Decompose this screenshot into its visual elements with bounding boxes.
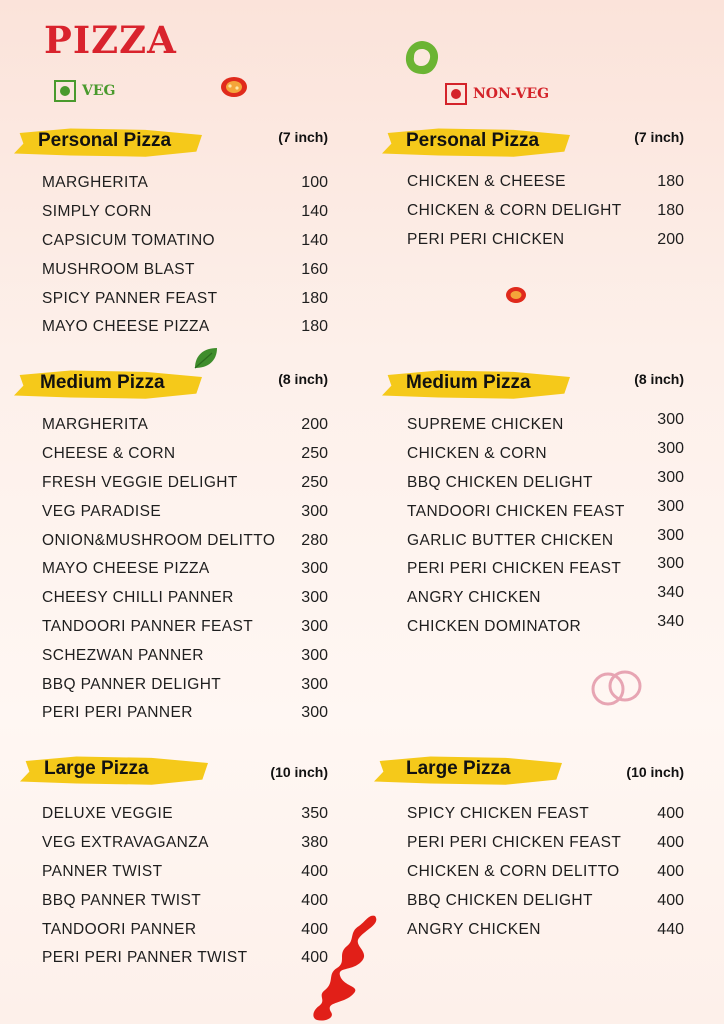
- menu-item: [42, 284, 328, 313]
- item-name: VEG PARADISE: [42, 502, 162, 520]
- item-name: TANDOORI PANNER: [42, 920, 197, 938]
- menu-item: [42, 255, 328, 284]
- veg-personal-section: [14, 126, 328, 342]
- section-header: [374, 754, 684, 788]
- veg-large-section: [20, 754, 328, 973]
- item-price: 340: [657, 612, 684, 630]
- menu-item: [42, 198, 328, 227]
- item-price: 400: [301, 891, 328, 909]
- menu-item: [407, 800, 684, 829]
- item-price: 160: [301, 260, 328, 278]
- item-price: 250: [301, 473, 328, 491]
- item-name: TANDOORI CHICKEN FEAST: [407, 502, 625, 520]
- item-name: CHICKEN DOMINATOR: [407, 617, 582, 635]
- nonveg-tag: [445, 83, 549, 105]
- item-price: 400: [301, 949, 328, 967]
- menu-list: [42, 411, 328, 728]
- section-header: [382, 126, 684, 160]
- veg-tag-label: VEG: [82, 83, 116, 99]
- item-name: BBQ PANNER TWIST: [42, 891, 202, 909]
- item-name: ONION&MUSHROOM DELITTO: [42, 531, 276, 549]
- section-title: Medium Pizza: [406, 372, 531, 393]
- item-name: MAYO CHEESE PIZZA: [42, 318, 210, 336]
- item-price: 300: [301, 589, 328, 607]
- item-name: PERI PERI PANNER TWIST: [42, 949, 248, 967]
- item-name: CHICKEN & CHEESE: [407, 173, 566, 191]
- item-price: 400: [657, 862, 684, 880]
- menu-item: [42, 313, 328, 342]
- menu-item: [42, 641, 328, 670]
- item-price: 180: [301, 289, 328, 307]
- section-title: Personal Pizza: [38, 130, 172, 151]
- item-price: 300: [301, 502, 328, 520]
- section-size: (7 inch): [278, 129, 328, 145]
- item-price: 300: [657, 411, 684, 429]
- item-price: 300: [657, 497, 684, 515]
- menu-item: [42, 497, 328, 526]
- item-name: ANGRY CHICKEN: [407, 589, 541, 607]
- item-price: 140: [301, 231, 328, 249]
- item-name: PERI PERI CHICKEN FEAST: [407, 560, 622, 578]
- item-price: 400: [657, 805, 684, 823]
- item-name: MUSHROOM BLAST: [42, 260, 195, 278]
- nonveg-medium-section: [382, 368, 684, 641]
- item-price: 300: [657, 468, 684, 486]
- menu-item: [407, 555, 684, 584]
- menu-item: [407, 168, 684, 197]
- item-price: 300: [657, 440, 684, 458]
- menu-item: [407, 226, 684, 255]
- menu-item: [407, 584, 684, 613]
- section-header: [20, 754, 328, 788]
- item-price: 300: [301, 560, 328, 578]
- section-header: [14, 368, 328, 402]
- menu-item: [42, 858, 328, 887]
- veg-tag: [54, 80, 116, 102]
- menu-item: [42, 227, 328, 256]
- item-price: 250: [301, 445, 328, 463]
- menu-item: [407, 469, 684, 498]
- menu-item: [407, 411, 684, 440]
- item-price: 200: [657, 230, 684, 248]
- menu-item: [42, 440, 328, 469]
- item-name: BBQ CHICKEN DELIGHT: [407, 473, 593, 491]
- item-name: CHICKEN & CORN DELITTO: [407, 862, 620, 880]
- item-price: 400: [301, 862, 328, 880]
- item-price: 400: [657, 834, 684, 852]
- item-name: CHICKEN & CORN DELIGHT: [407, 202, 622, 220]
- item-name: MARGHERITA: [42, 416, 149, 434]
- page-title: PIZZA: [44, 18, 177, 62]
- section-size: (10 inch): [270, 764, 328, 780]
- menu-item: [407, 440, 684, 469]
- nonveg-personal-section: [382, 126, 684, 254]
- section-header: [14, 126, 328, 160]
- item-price: 180: [657, 202, 684, 220]
- item-name: CHEESE & CORN: [42, 445, 176, 463]
- tomato-slice-icon: [505, 286, 527, 304]
- menu-item: [42, 800, 328, 829]
- nonveg-tag-label: NON-VEG: [473, 86, 550, 102]
- item-name: MARGHERITA: [42, 174, 149, 192]
- menu-item: [42, 699, 328, 728]
- item-name: ANGRY CHICKEN: [407, 920, 541, 938]
- item-price: 100: [301, 174, 328, 192]
- section-size: (7 inch): [634, 129, 684, 145]
- menu-item: [42, 469, 328, 498]
- menu-item: [407, 497, 684, 526]
- item-name: DELUXE VEGGIE: [42, 805, 173, 823]
- item-name: SPICY CHICKEN FEAST: [407, 805, 590, 823]
- item-price: 300: [657, 555, 684, 573]
- menu-item: [407, 613, 684, 642]
- item-name: SPICY PANNER FEAST: [42, 289, 218, 307]
- item-price: 300: [657, 526, 684, 544]
- item-name: PERI PERI CHICKEN: [407, 230, 565, 248]
- item-price: 180: [657, 173, 684, 191]
- menu-item: [42, 584, 328, 613]
- item-price: 440: [657, 920, 684, 938]
- item-price: 300: [301, 675, 328, 693]
- section-header: [382, 368, 684, 402]
- item-price: 400: [301, 920, 328, 938]
- menu-list: [42, 169, 328, 342]
- item-price: 300: [301, 646, 328, 664]
- section-title: Large Pizza: [406, 758, 511, 779]
- menu-item: [407, 915, 684, 944]
- menu-item: [407, 197, 684, 226]
- menu-list: [42, 800, 328, 973]
- menu-item: [42, 944, 328, 973]
- section-size: (10 inch): [626, 764, 684, 780]
- item-price: 200: [301, 416, 328, 434]
- item-price: 300: [301, 704, 328, 722]
- item-name: CHEESY CHILLI PANNER: [42, 589, 234, 607]
- item-name: PANNER TWIST: [42, 862, 163, 880]
- item-price: 350: [301, 805, 328, 823]
- menu-item: [42, 613, 328, 642]
- section-title: Large Pizza: [44, 758, 149, 779]
- nonveg-large-section: [374, 754, 684, 944]
- onion-ring-icon: [588, 668, 648, 708]
- item-price: 300: [301, 617, 328, 635]
- veg-medium-section: [14, 368, 328, 728]
- item-price: 180: [301, 318, 328, 336]
- menu-item: [407, 829, 684, 858]
- item-price: 380: [301, 834, 328, 852]
- item-name: BBQ PANNER DELIGHT: [42, 675, 222, 693]
- menu-item: [407, 526, 684, 555]
- item-price: 400: [657, 891, 684, 909]
- item-price: 280: [301, 531, 328, 549]
- menu-item: [42, 411, 328, 440]
- menu-item: [42, 169, 328, 198]
- menu-item: [407, 886, 684, 915]
- item-name: GARLIC BUTTER CHICKEN: [407, 531, 614, 549]
- item-name: PERI PERI PANNER: [42, 704, 193, 722]
- menu-list: [407, 800, 684, 944]
- tomato-slice-icon: [220, 75, 248, 99]
- menu-item: [42, 886, 328, 915]
- nonveg-symbol-icon: [445, 83, 467, 105]
- item-name: FRESH VEGGIE DELIGHT: [42, 473, 238, 491]
- section-title: Medium Pizza: [40, 372, 165, 393]
- menu-item: [407, 858, 684, 887]
- item-name: SIMPLY CORN: [42, 203, 152, 221]
- menu-list: [407, 411, 684, 641]
- item-name: VEG EXTRAVAGANZA: [42, 834, 209, 852]
- section-title: Personal Pizza: [406, 130, 540, 151]
- capsicum-ring-icon: [402, 38, 442, 78]
- menu-item: [42, 829, 328, 858]
- veg-symbol-icon: [54, 80, 76, 102]
- item-price: 340: [657, 584, 684, 602]
- section-size: (8 inch): [634, 371, 684, 387]
- item-name: MAYO CHEESE PIZZA: [42, 560, 210, 578]
- item-name: TANDOORI PANNER FEAST: [42, 617, 254, 635]
- item-name: PERI PERI CHICKEN FEAST: [407, 834, 622, 852]
- item-name: CHICKEN & CORN: [407, 445, 547, 463]
- menu-item: [42, 670, 328, 699]
- item-name: BBQ CHICKEN DELIGHT: [407, 891, 593, 909]
- section-size: (8 inch): [278, 371, 328, 387]
- menu-item: [42, 915, 328, 944]
- item-name: SUPREME CHICKEN: [407, 416, 564, 434]
- menu-list: [407, 168, 684, 254]
- menu-item: [42, 526, 328, 555]
- item-name: CAPSICUM TOMATINO: [42, 231, 216, 249]
- menu-item: [42, 555, 328, 584]
- item-price: 140: [301, 203, 328, 221]
- item-name: SCHEZWAN PANNER: [42, 646, 204, 664]
